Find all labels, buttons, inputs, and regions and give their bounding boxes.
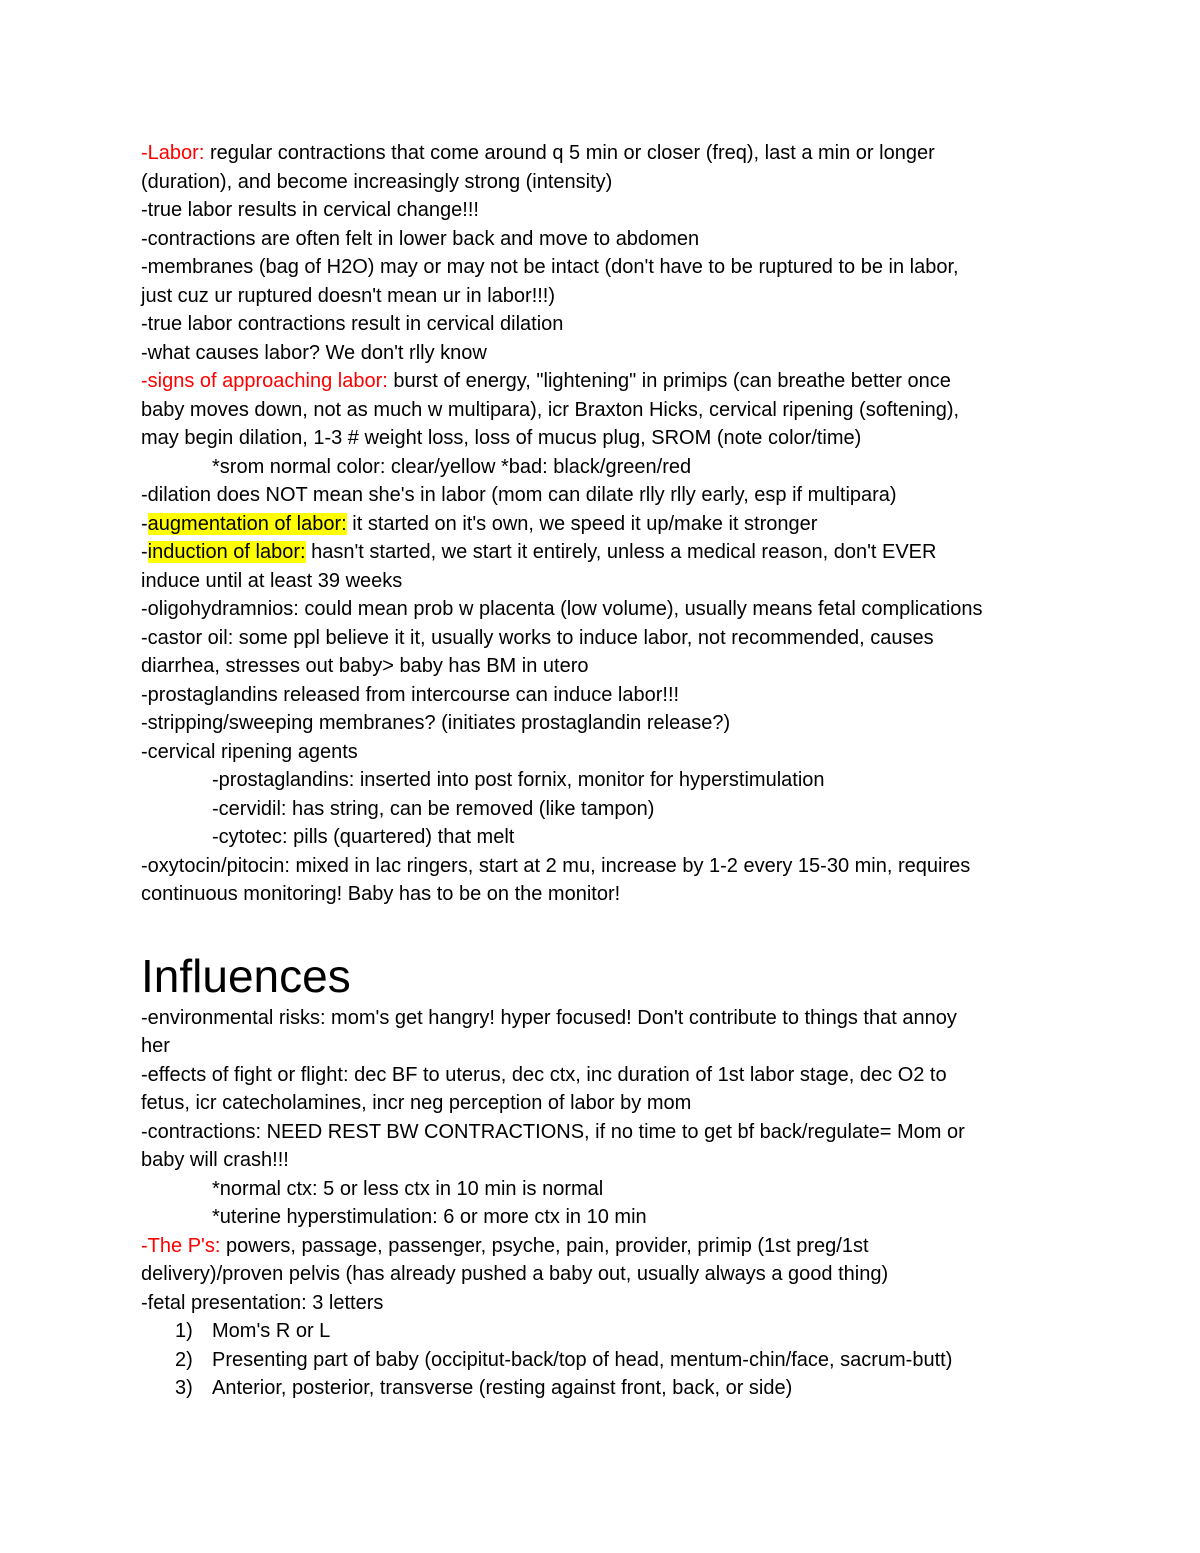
note-line: -effects of fight or flight: dec BF to uterus, dec ctx, inc duration of 1st labor stage, dec O2 to	[141, 1063, 947, 1086]
note-line: fetus, icr catecholamines, incr neg perception of labor by mom	[141, 1092, 692, 1114]
note-line: may begin dilation, 1-3 # weight loss, loss of mucus plug, SROM (note color/time)	[141, 427, 862, 449]
note-line: -fetal presentation: 3 letters	[141, 1291, 384, 1314]
list-number: 2)	[175, 1348, 193, 1371]
note-line-indented: *srom normal color: clear/yellow *bad: black/green/red	[212, 455, 692, 478]
note-line	[141, 367, 1061, 396]
note-line: -castor oil: some ppl believe it it, usually works to induce labor, not recommended, causes	[141, 626, 934, 649]
definition: powers, passage, passenger, psyche, pain, provider, primip (1st preg/1st	[220, 1234, 869, 1257]
note-line: baby moves down, not as much w multipara), icr Braxton Hicks, cervical ripening (softening),	[141, 398, 960, 421]
section-heading-influences: Influences	[141, 949, 351, 1002]
note-line: -contractions are often felt in lower back and move to abdomen	[141, 227, 700, 250]
note-line: -cervical ripening agents	[141, 740, 358, 763]
note-line: baby will crash!!!	[141, 1149, 289, 1171]
term-signs-of-approaching-labor: signs of approaching labor:	[147, 370, 388, 392]
definition: hasn't started, we start it entirely, unless a medical reason, don't EVER	[305, 541, 937, 563]
note-line-indented: *normal ctx: 5 or less ctx in 10 min is normal	[212, 1177, 604, 1200]
note-line: continuous monitoring! Baby has to be on the monitor!	[141, 883, 621, 905]
note-line: -dilation does NOT mean she's in labor (mom can dilate rlly rlly early, esp if multipara)	[141, 484, 897, 506]
list-item	[141, 1346, 1061, 1375]
note-line: -true labor results in cervical change!!!	[141, 199, 479, 221]
note-line	[141, 510, 1061, 539]
note-line: -oligohydramnios: could mean prob w placenta (low volume), usually means fetal complications	[141, 598, 983, 620]
note-line: delivery)/proven pelvis (has already pushed a baby out, usually always a good thing)	[141, 1263, 889, 1285]
note-line: -prostaglandins released from intercourse can induce labor!!!	[141, 683, 680, 706]
note-line: -contractions: NEED REST BW CONTRACTIONS, if no time to get bf back/regulate= Mom or	[141, 1120, 965, 1143]
note-line	[141, 1232, 1061, 1261]
note-line-indented: -cytotec: pills (quartered) that melt	[212, 826, 515, 848]
definition: it started on it's own, we speed it up/make it stronger	[346, 512, 818, 535]
note-line-indented: *uterine hyperstimulation: 6 or more ctx in 10 min	[212, 1206, 647, 1228]
dash: -	[141, 370, 148, 392]
list-item-text: Anterior, posterior, transverse (resting against front, back, or side)	[212, 1377, 793, 1399]
note-line	[141, 139, 1061, 168]
list-item-text: Presenting part of baby (occipitut-back/top of head, mentum-chin/face, sacrum-butt)	[212, 1348, 953, 1371]
list-number: 3)	[175, 1377, 193, 1399]
dash: -	[141, 142, 148, 164]
note-line: (duration), and become increasingly strong (intensity)	[141, 170, 613, 193]
note-line: induce until at least 39 weeks	[141, 569, 403, 592]
note-line: -oxytocin/pitocin: mixed in lac ringers, start at 2 mu, increase by 1-2 every 15-30 min, requires	[141, 854, 971, 877]
term-augmentation-of-labor: augmentation of labor:	[147, 512, 347, 535]
note-line-indented: -cervidil: has string, can be removed (like tampon)	[212, 797, 655, 820]
note-line: -what causes labor? We don't rlly know	[141, 341, 487, 364]
note-line: just cuz ur ruptured doesn't mean ur in labor!!!)	[141, 284, 556, 307]
note-line-indented: -prostaglandins: inserted into post fornix, monitor for hyperstimulation	[212, 769, 825, 791]
term-labor: Labor:	[147, 142, 205, 164]
list-item	[141, 1374, 1061, 1403]
dash: -	[141, 541, 148, 563]
document-body	[141, 139, 1061, 1403]
list-number: 1)	[175, 1320, 193, 1342]
note-line: diarrhea, stresses out baby> baby has BM in utero	[141, 655, 589, 677]
note-line: -environmental risks: mom's get hangry! hyper focused! Don't contribute to things that annoy	[141, 1006, 957, 1029]
note-line: -true labor contractions result in cervical dilation	[141, 313, 564, 335]
dash: -	[141, 1234, 148, 1257]
list-item-text: Mom's R or L	[212, 1320, 331, 1342]
note-line: her	[141, 1035, 170, 1057]
note-line: -stripping/sweeping membranes? (initiates prostaglandin release?)	[141, 712, 731, 734]
note-line: -membranes (bag of H2O) may or may not be intact (don't have to be ruptured to be in labor,	[141, 256, 959, 278]
definition: regular contractions that come around q 5 min or closer (freq), last a min or longer	[204, 142, 935, 164]
list-item	[141, 1317, 1061, 1346]
dash: -	[141, 512, 148, 535]
note-line	[141, 538, 1061, 567]
term-induction-of-labor: induction of labor:	[147, 541, 306, 563]
definition: burst of energy, "lightening" in primips (can breathe better once	[387, 370, 951, 392]
term-the-ps: The P's:	[147, 1234, 221, 1257]
